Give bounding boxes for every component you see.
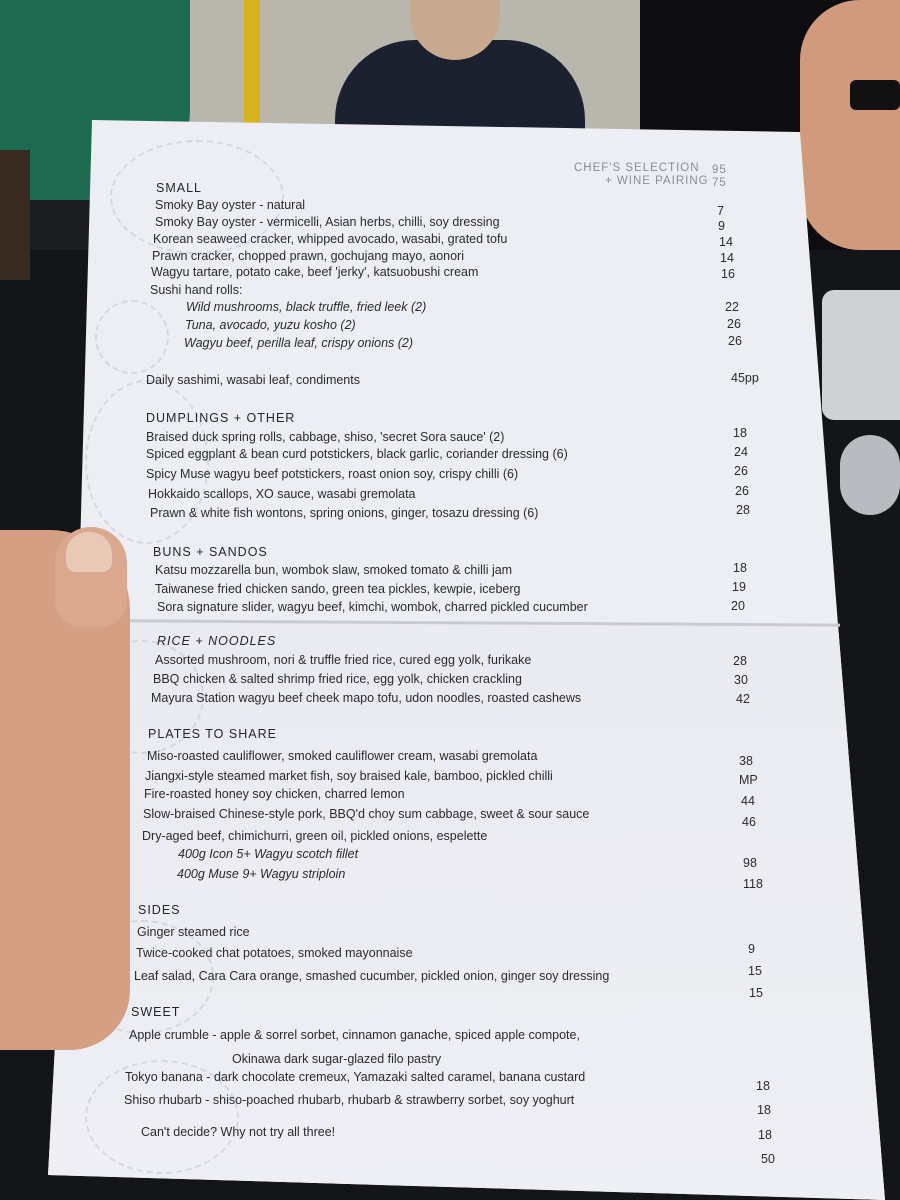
menu-item: Leaf salad, Cara Cara orange, smashed cucumber, pickled onion, ginger soy dressing — [134, 969, 610, 983]
menu-item: Spicy Muse wagyu beef potstickers, roast onion soy, crispy chilli (6) — [146, 467, 519, 481]
menu-price: 7 — [717, 204, 724, 218]
spoon — [840, 435, 900, 515]
menu-item: BBQ chicken & salted shrimp fried rice, egg yolk, chicken crackling — [153, 672, 522, 686]
menu-item: Assorted mushroom, nori & truffle fried rice, cured egg yolk, furikake — [155, 653, 532, 667]
menu-price: 14 — [720, 251, 734, 265]
person-arm — [800, 0, 900, 250]
menu-item: Hokkaido scallops, XO sauce, wasabi gremolata — [148, 487, 416, 501]
yellow-pole — [244, 0, 260, 125]
chef-selection-label: CHEF'S SELECTION — [574, 162, 700, 174]
menu-item: Taiwanese fried chicken sando, green tea pickles, kewpie, iceberg — [155, 582, 521, 596]
menu-price: MP — [739, 773, 758, 787]
section-title-rice: RICE + NOODLES — [157, 634, 277, 648]
menu-price: 26 — [735, 484, 749, 498]
menu-item: Korean seaweed cracker, whipped avocado, wasabi, grated tofu — [153, 232, 508, 246]
menu-item: Braised duck spring rolls, cabbage, shiso, 'secret Sora sauce' (2) — [146, 430, 505, 444]
section-title-dumplings: DUMPLINGS + OTHER — [146, 411, 296, 425]
section-title-plates: PLATES TO SHARE — [148, 727, 277, 741]
menu-item: Okinawa dark sugar-glazed filo pastry — [232, 1052, 442, 1066]
menu-item: Tuna, avocado, yuzu kosho (2) — [185, 318, 356, 332]
menu-price: 19 — [732, 580, 746, 594]
menu-item: Apple crumble - apple & sorrel sorbet, cinnamon ganache, spiced apple compote, — [129, 1028, 580, 1042]
section-title-sides: SIDES — [138, 903, 181, 917]
herb-sketch — [95, 300, 169, 374]
menu-price: 18 — [733, 426, 747, 440]
menu-item: Shiso rhubarb - shiso-poached rhubarb, rhubarb & strawberry sorbet, soy yoghurt — [124, 1093, 575, 1107]
menu-item: Dry-aged beef, chimichurri, green oil, pickled onions, espelette — [142, 829, 488, 843]
menu-item: Wagyu tartare, potato cake, beef 'jerky', katsuobushi cream — [151, 265, 479, 279]
menu-item: 400g Muse 9+ Wagyu striploin — [177, 867, 346, 881]
menu-item: Wagyu beef, perilla leaf, crispy onions (2) — [184, 336, 414, 350]
menu-item: Sora signature slider, wagyu beef, kimchi, wombok, charred pickled cucumber — [157, 600, 588, 614]
menu-item: Wild mushrooms, black truffle, fried leek (2) — [186, 300, 427, 314]
menu-item: Prawn cracker, chopped prawn, gochujang mayo, aonori — [152, 249, 464, 263]
section-title-small: SMALL — [156, 181, 202, 195]
section-title-buns: BUNS + SANDOS — [153, 545, 268, 559]
menu-item: Smoky Bay oyster - vermicelli, Asian herbs, chilli, soy dressing — [155, 215, 500, 229]
plate — [822, 290, 900, 420]
menu-item: Sushi hand rolls: — [150, 283, 243, 297]
menu-item: Twice-cooked chat potatoes, smoked mayonnaise — [136, 946, 413, 960]
menu-price: 28 — [736, 503, 750, 517]
menu-price: 42 — [736, 692, 750, 706]
chef-selection-price: 95 — [712, 164, 727, 176]
menu-item: Tokyo banana - dark chocolate cremeux, Yamazaki salted caramel, banana custard — [125, 1070, 586, 1084]
menu-price: 24 — [734, 445, 748, 459]
menu-price: 50 — [761, 1152, 775, 1166]
menu-price: 16 — [721, 267, 735, 281]
menu-price: 18 — [756, 1079, 770, 1093]
menu-price: 20 — [731, 599, 745, 613]
menu-item: 400g Icon 5+ Wagyu scotch fillet — [178, 847, 359, 861]
menu-price: 22 — [725, 300, 739, 314]
menu-item: Slow-braised Chinese-style pork, BBQ'd choy sum cabbage, sweet & sour sauce — [143, 807, 590, 821]
drink-glass — [0, 150, 30, 280]
menu-item: Daily sashimi, wasabi leaf, condiments — [146, 373, 360, 387]
menu-item: Fire-roasted honey soy chicken, charred lemon — [144, 787, 405, 801]
menu-item: Jiangxi-style steamed market fish, soy braised kale, bamboo, pickled chilli — [145, 769, 553, 783]
menu-item: Smoky Bay oyster - natural — [155, 198, 306, 212]
menu-price: 46 — [742, 815, 756, 829]
menu-item: Ginger steamed rice — [137, 925, 250, 939]
menu-price: 9 — [748, 942, 755, 956]
menu-price: 14 — [719, 235, 733, 249]
menu-item: Spiced eggplant & bean curd potstickers, black garlic, coriander dressing (6) — [146, 447, 568, 461]
menu-price: 118 — [743, 877, 763, 891]
wine-pairing-label: + WINE PAIRING — [605, 175, 709, 187]
menu-price: 15 — [748, 964, 762, 978]
menu-price: 44 — [741, 794, 755, 808]
menu-price: 18 — [733, 561, 747, 575]
menu-price: 26 — [734, 464, 748, 478]
menu-item: Can't decide? Why not try all three! — [141, 1125, 336, 1139]
menu-price: 98 — [743, 856, 757, 870]
wine-pairing-price: 75 — [712, 177, 727, 189]
section-title-sweet: SWEET — [131, 1005, 181, 1019]
menu-price: 30 — [734, 673, 748, 687]
menu-price: 9 — [718, 219, 725, 233]
menu-price: 26 — [727, 317, 741, 331]
menu-item: Prawn & white fish wontons, spring onions, ginger, tosazu dressing (6) — [150, 506, 539, 520]
watch — [850, 80, 900, 110]
menu-price: 45pp — [731, 371, 759, 385]
menu-price: 18 — [757, 1103, 771, 1117]
menu-item: Katsu mozzarella bun, wombok slaw, smoked tomato & chilli jam — [155, 563, 513, 577]
menu-price: 26 — [728, 334, 742, 348]
thumbnail — [66, 532, 112, 572]
menu-item: Mayura Station wagyu beef cheek mapo tofu, udon noodles, roasted cashews — [151, 691, 582, 705]
menu-price: 18 — [758, 1128, 772, 1142]
menu-item: Miso-roasted cauliflower, smoked cauliflower cream, wasabi gremolata — [147, 749, 538, 763]
menu-price: 15 — [749, 986, 763, 1000]
menu-price: 38 — [739, 754, 753, 768]
menu-price: 28 — [733, 654, 747, 668]
